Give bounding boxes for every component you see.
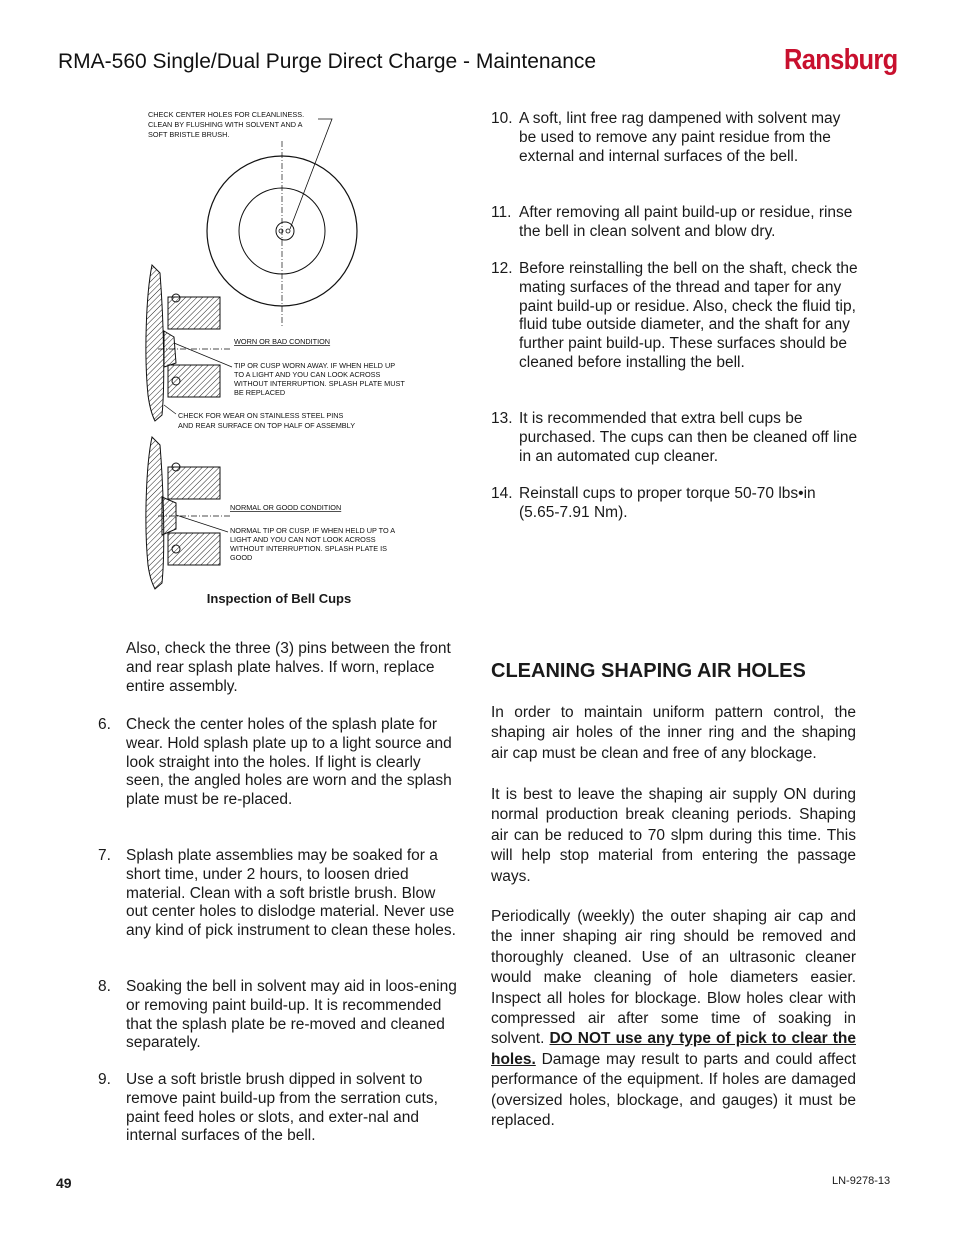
- shaping-air-paragraph-1: In order to maintain uniform pattern control, the shaping air holes of the inner ring and the shaping air cap must be clean and free of any blockage.: [491, 704, 856, 762]
- worn-splash-plate-section: [146, 265, 230, 421]
- bell-cup-diagram: [140, 105, 440, 595]
- good-condition-line4: GOOD: [230, 553, 253, 562]
- shaping-air-paragraph-3: [491, 907, 856, 1131]
- worn-leader-line: [174, 343, 232, 367]
- list-item-number: 13.: [491, 410, 513, 427]
- good-condition-heading: NORMAL OR GOOD CONDITION: [230, 503, 342, 512]
- worn-condition-line1: TIP OR CUSP WORN AWAY. IF WHEN HELD UP: [234, 361, 396, 370]
- section-heading: CLEANING SHAPING AIR HOLES: [491, 660, 806, 682]
- no-pick-warning: DO NOT use any type of pick to clear the holes.: [491, 1030, 856, 1068]
- list-item-text: It is recommended that extra bell cups be purchased. The cups can then be cleaned off line in an automated cup cleaner.: [519, 410, 858, 465]
- bell-cup-inspection-figure: [140, 105, 440, 595]
- page-number: 49: [56, 1175, 72, 1191]
- splash-plate-front-view: [207, 141, 357, 327]
- list-item-text: Before reinstalling the bell on the shaft, check the mating surfaces of the thread and taper for any paint build-up or residue. Also, check the fluid tip, fluid tube outside diameter, and the shaft for any further paint build-up. These surfaces should be cleaned before installing the bell.: [519, 260, 858, 371]
- callout-leader-line: [290, 119, 332, 229]
- list-item-text: Splash plate assemblies may be soaked for a short time, under 2 hours, to loosen dried material. Clean with a soft bristle brush. Blow out center holes to dislodge material. Never use any kind of pick instrument to clean these holes.: [126, 847, 456, 940]
- list-item-number: 14.: [491, 485, 513, 502]
- list-item-text: A soft, lint free rag dampened with solvent may be used to remove any paint residue from the external and internal surfaces of the bell.: [519, 110, 841, 165]
- paragraph-text: Periodically (weekly) the outer shaping air cap and the inner shaping air ring should be removed and thoroughly cleaned. Use of an ultrasonic cleaner would make cleaning of hole diameters easier. Inspect all holes for blockage. Blow holes clear with compressed air after some time of soaking in solvent.: [491, 908, 856, 1048]
- pins-callout-line2: AND REAR SURFACE ON TOP HALF OF ASSEMBLY: [178, 421, 356, 430]
- list-item-number: 7.: [98, 847, 111, 864]
- ransburg-logo: Ransburg: [784, 44, 898, 76]
- pins-leader-line: [164, 405, 176, 414]
- good-condition-line2: LIGHT AND YOU CAN NOT LOOK ACROSS: [230, 535, 376, 544]
- worn-condition-line3: WITHOUT INTERRUPTION. SPLASH PLATE MUST: [234, 379, 405, 388]
- figure-caption: Inspection of Bell Cups: [206, 591, 352, 606]
- list-item-text: Soaking the bell in solvent may aid in loos-ening or removing paint build-up. It is recommended that the splash plate be re-moved and cleaned separately.: [126, 978, 457, 1052]
- shaping-air-paragraph-2: It is best to leave the shaping air supply ON during normal production break cleaning periods. Shaping air can be reduced to 70 slpm during this time. This will help stop material from entering the passage ways.: [491, 786, 856, 885]
- left-intro-paragraph: Also, check the three (3) pins between the front and rear splash plate halves. If worn, replace entire assembly.: [126, 640, 451, 695]
- worn-condition-heading: WORN OR BAD CONDITION: [234, 337, 331, 346]
- list-item-text: Check the center holes of the splash plate for wear. Hold splash plate up to a light source and look straight into the holes. If light is clearly seen, the angled holes are worn and the splash plate must be re-placed.: [126, 716, 452, 809]
- worn-condition-line4: BE REPLACED: [234, 388, 286, 397]
- list-item-number: 9.: [98, 1071, 111, 1088]
- pins-callout-line1: CHECK FOR WEAR ON STAINLESS STEEL PINS: [178, 411, 344, 420]
- list-item-number: 8.: [98, 978, 111, 995]
- good-condition-line1: NORMAL TIP OR CUSP. IF WHEN HELD UP TO A: [230, 526, 396, 535]
- list-item-text: Reinstall cups to proper torque 50-70 lbs•in (5.65-7.91 Nm).: [519, 485, 816, 521]
- good-leader-line: [176, 515, 228, 532]
- worn-condition-line2: TO A LIGHT AND YOU CAN LOOK ACROSS: [234, 370, 381, 379]
- list-item-number: 12.: [491, 260, 513, 277]
- callout-center-holes-line2: CLEAN BY FLUSHING WITH SOLVENT AND A: [148, 120, 303, 129]
- paragraph-text: Damage may result to parts and could affect performance of the equipment. If holes are damaged (oversized holes, blockage, and gauges) it must be replaced.: [491, 1050, 856, 1130]
- page-header-title: RMA-560 Single/Dual Purge Direct Charge - Maintenance: [58, 50, 597, 73]
- list-item-number: 6.: [98, 716, 111, 733]
- document-code: LN-9278-13: [832, 1175, 891, 1187]
- list-item-text: Use a soft bristle brush dipped in solvent to remove paint build-up from the serration cuts, paint feed holes or slots, and exter-nal and internal surfaces of the bell.: [126, 1071, 438, 1145]
- callout-center-holes-line3: SOFT BRISTLE BRUSH.: [148, 130, 230, 139]
- good-condition-line3: WITHOUT INTERRUPTION. SPLASH PLATE IS: [230, 544, 388, 553]
- list-item-number: 10.: [491, 110, 513, 127]
- list-item-number: 11.: [491, 204, 512, 221]
- good-splash-plate-section: [146, 437, 230, 589]
- list-item-text: After removing all paint build-up or residue, rinse the bell in clean solvent and blow dry.: [519, 204, 853, 240]
- callout-center-holes-line1: CHECK CENTER HOLES FOR CLEANLINESS.: [148, 110, 305, 119]
